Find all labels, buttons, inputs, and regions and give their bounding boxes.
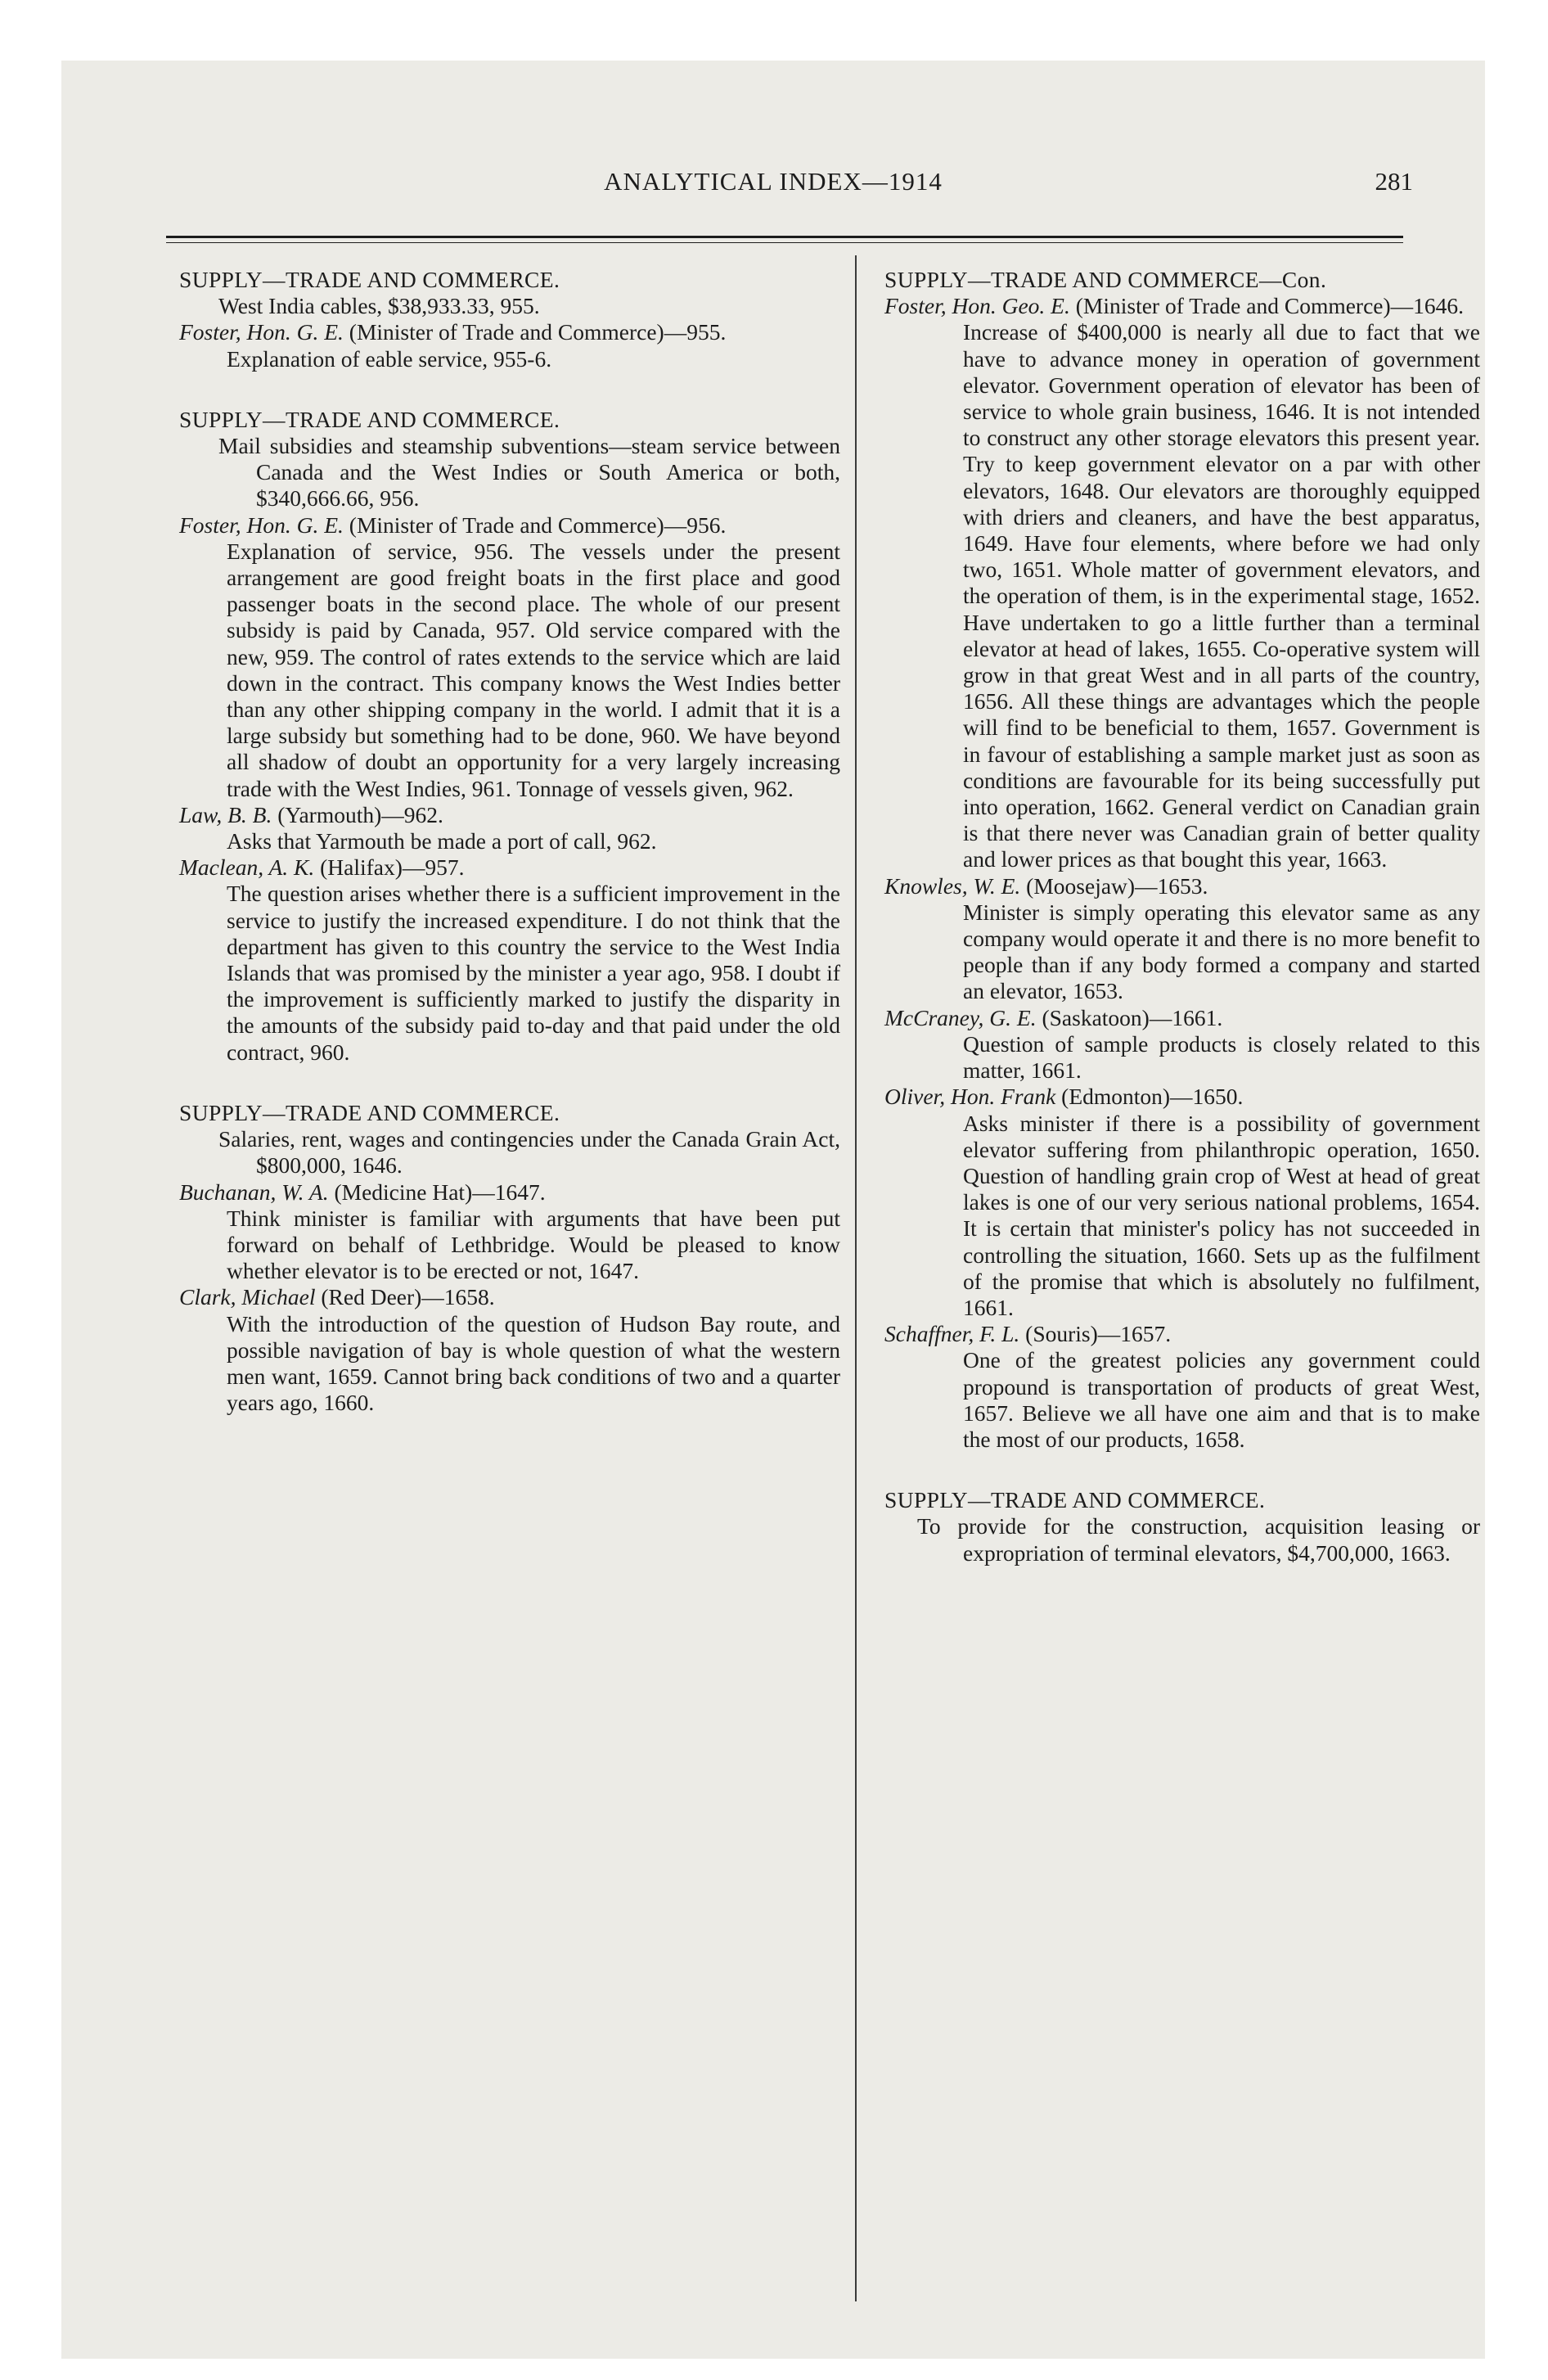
speaker-text: Explanation of service, 956. The vessels under the present arrangement are good freight boats in the first place and good passenger boats in the second place. The whole of our present subsidy is paid by Canada, 957. Old service compared with the new, 959. The control of rates extends to the service which are laid down in the contract. This company knows the West Indies better than any other shipping company in the world. I admit that it is a large subsidy but something had to be done, 960. We have beyond all shadow of doubt an opportunity for a very largely increasing trade with the West Indies, 961. Tonnage of vessels given, 962. xyxy=(227,538,840,801)
speaker-name: McCraney, G. E. xyxy=(884,1004,1037,1030)
index-entry: Mail subsidies and steamship subventions—steam service between Canada and the West Indies or South America or both, $340,666.66, 956. xyxy=(218,433,840,512)
section-heading: SUPPLY—TRADE AND COMMERCE. xyxy=(179,406,560,432)
header-rule-thin xyxy=(166,242,1403,243)
speaker-name: Foster, Hon. G. E. xyxy=(179,319,344,345)
section-heading: SUPPLY—TRADE AND COMMERCE. xyxy=(179,1099,560,1125)
header-rule-thick xyxy=(166,236,1403,238)
index-entry: Salaries, rent, wages and contingencies under the Canada Grain Act, $800,000, 1646. xyxy=(218,1126,840,1179)
speaker-heading xyxy=(884,1084,1480,1110)
speaker-heading xyxy=(179,802,840,828)
speaker-riding: (Moosejaw)—1653. xyxy=(1020,872,1208,899)
speaker-riding: (Edmonton)—1650. xyxy=(1055,1084,1244,1110)
speaker-text: Increase of $400,000 is nearly all due to fact that we have to advance money in operation of government elevator. Government operation of elevator has been of service to whole grain business, 1646. It is not intended to construct any other storage elevators this present year. Try to keep government elevator on a par with other elevators, 1648. Our elevators are thoroughly equipped with driers and cleaners, and have the best apparatus, 1649. Have four elements, where before we had only two, 1651. Whole matter of government elevators, and the operation of them, is in the experimental stage, 1652. Have undertaken to go a little further than a terminal elevator at head of lakes, 1655. Co-operative system will grow in that great West and in all parts of the country, 1656. All these things are advantages which the people will find to be beneficial to them, 1657. Government is in favour of establishing a sample market just as soon as conditions are favourable for its being successfully put into operation, 1662. General verdict on Canadian grain is that there never was Canadian grain of better quality and lower prices as that bought this year, 1663. xyxy=(963,319,1480,872)
speaker-text: Asks minister if there is a possibility of government elevator suffering from philanthropic operation, 1650. Question of handling grain crop of West at head of great lakes is one of our very serious national problems, 1654. It is certain that minister's policy has not succeeded in controlling the situation, 1660. Sets up as the fulfilment of the promise that which is absolutely no fulfilment, 1661. xyxy=(963,1110,1480,1320)
speaker-name: Foster, Hon. G. E. xyxy=(179,512,344,538)
left-column xyxy=(179,267,840,1416)
speaker-riding: (Minister of Trade and Commerce)—1646. xyxy=(1069,293,1465,319)
speaker-text: With the introduction of the question of Hudson Bay route, and possible navigation of bay is whole question of what the western men want, 1659. Cannot bring back conditions of two and a quarter years ago, 1660. xyxy=(227,1310,840,1416)
speaker-heading xyxy=(179,319,840,345)
speaker-riding: (Medicine Hat)—1647. xyxy=(328,1179,546,1205)
speaker-name: Maclean, A. K. xyxy=(179,854,315,881)
speaker-riding: (Minister of Trade and Commerce)—955. xyxy=(343,319,727,345)
column-divider xyxy=(855,255,857,2301)
index-entry: West India cables, $38,933.33, 955. xyxy=(218,293,540,319)
speaker-heading xyxy=(884,873,1480,899)
speaker-name: Oliver, Hon. Frank xyxy=(884,1084,1056,1110)
section-heading: SUPPLY—TRADE AND COMMERCE. xyxy=(884,1487,1266,1513)
page-number: 281 xyxy=(1375,167,1413,196)
speaker-text: Asks that Yarmouth be made a port of call, 962. xyxy=(227,828,657,854)
speaker-text: One of the greatest policies any government could propound is transportation of products of great West, 1657. Believe we all have one aim and that is to make the most of our products, 1658. xyxy=(963,1347,1480,1452)
speaker-heading xyxy=(884,1321,1480,1347)
speaker-riding: (Minister of Trade and Commerce)—956. xyxy=(343,512,727,538)
speaker-text: Explanation of eable service, 955-6. xyxy=(227,345,552,372)
speaker-riding: (Souris)—1657. xyxy=(1019,1321,1172,1347)
speaker-text: Question of sample products is closely related to this matter, 1661. xyxy=(963,1030,1480,1084)
speaker-name: Clark, Michael xyxy=(179,1284,316,1310)
index-entry: To provide for the construction, acquisition leasing or expropriation of terminal elevators, $4,700,000, 1663. xyxy=(917,1513,1480,1566)
running-title: ANALYTICAL INDEX—1914 xyxy=(604,167,943,196)
speaker-heading xyxy=(179,1284,840,1310)
speaker-riding: (Saskatoon)—1661. xyxy=(1036,1004,1223,1030)
speaker-name: Schaffner, F. L. xyxy=(884,1321,1020,1347)
page-header xyxy=(61,167,1485,216)
speaker-name: Knowles, W. E. xyxy=(884,872,1021,899)
speaker-text: The question arises whether there is a sufficient improvement in the service to justify the increased expenditure. I do not think that the department has given to this country the service to the West India Islands that was promised by the minister a year ago, 958. I doubt if the improvement is sufficiently marked to justify the disparity in the amounts of the subsidy paid to-day and that paid under the old contract, 960. xyxy=(227,881,840,1065)
speaker-heading xyxy=(884,1005,1480,1031)
speaker-name: Law, B. B. xyxy=(179,801,272,827)
section-heading: SUPPLY—TRADE AND COMMERCE. xyxy=(179,267,560,292)
speaker-heading xyxy=(179,854,840,881)
section-heading: SUPPLY—TRADE AND COMMERCE—Con. xyxy=(884,267,1327,292)
speaker-riding: (Red Deer)—1658. xyxy=(315,1284,495,1310)
speaker-heading xyxy=(179,512,840,539)
speaker-riding: (Halifax)—957. xyxy=(314,854,465,881)
speaker-heading xyxy=(884,293,1480,319)
speaker-text: Minister is simply operating this elevator same as any company would operate it and there is no more benefit to people than if any body formed a company and started an elevator, 1653. xyxy=(963,899,1480,1004)
speaker-text: Think minister is familiar with arguments that have been put forward on behalf of Lethbridge. Would be pleased to know whether elevator is to be erected or not, 1647. xyxy=(227,1205,840,1284)
speaker-heading xyxy=(179,1179,840,1206)
speaker-name: Foster, Hon. Geo. E. xyxy=(884,293,1070,319)
speaker-name: Buchanan, W. A. xyxy=(179,1179,329,1205)
right-column xyxy=(884,267,1480,1566)
speaker-riding: (Yarmouth)—962. xyxy=(272,801,443,827)
index-page xyxy=(61,61,1485,2359)
